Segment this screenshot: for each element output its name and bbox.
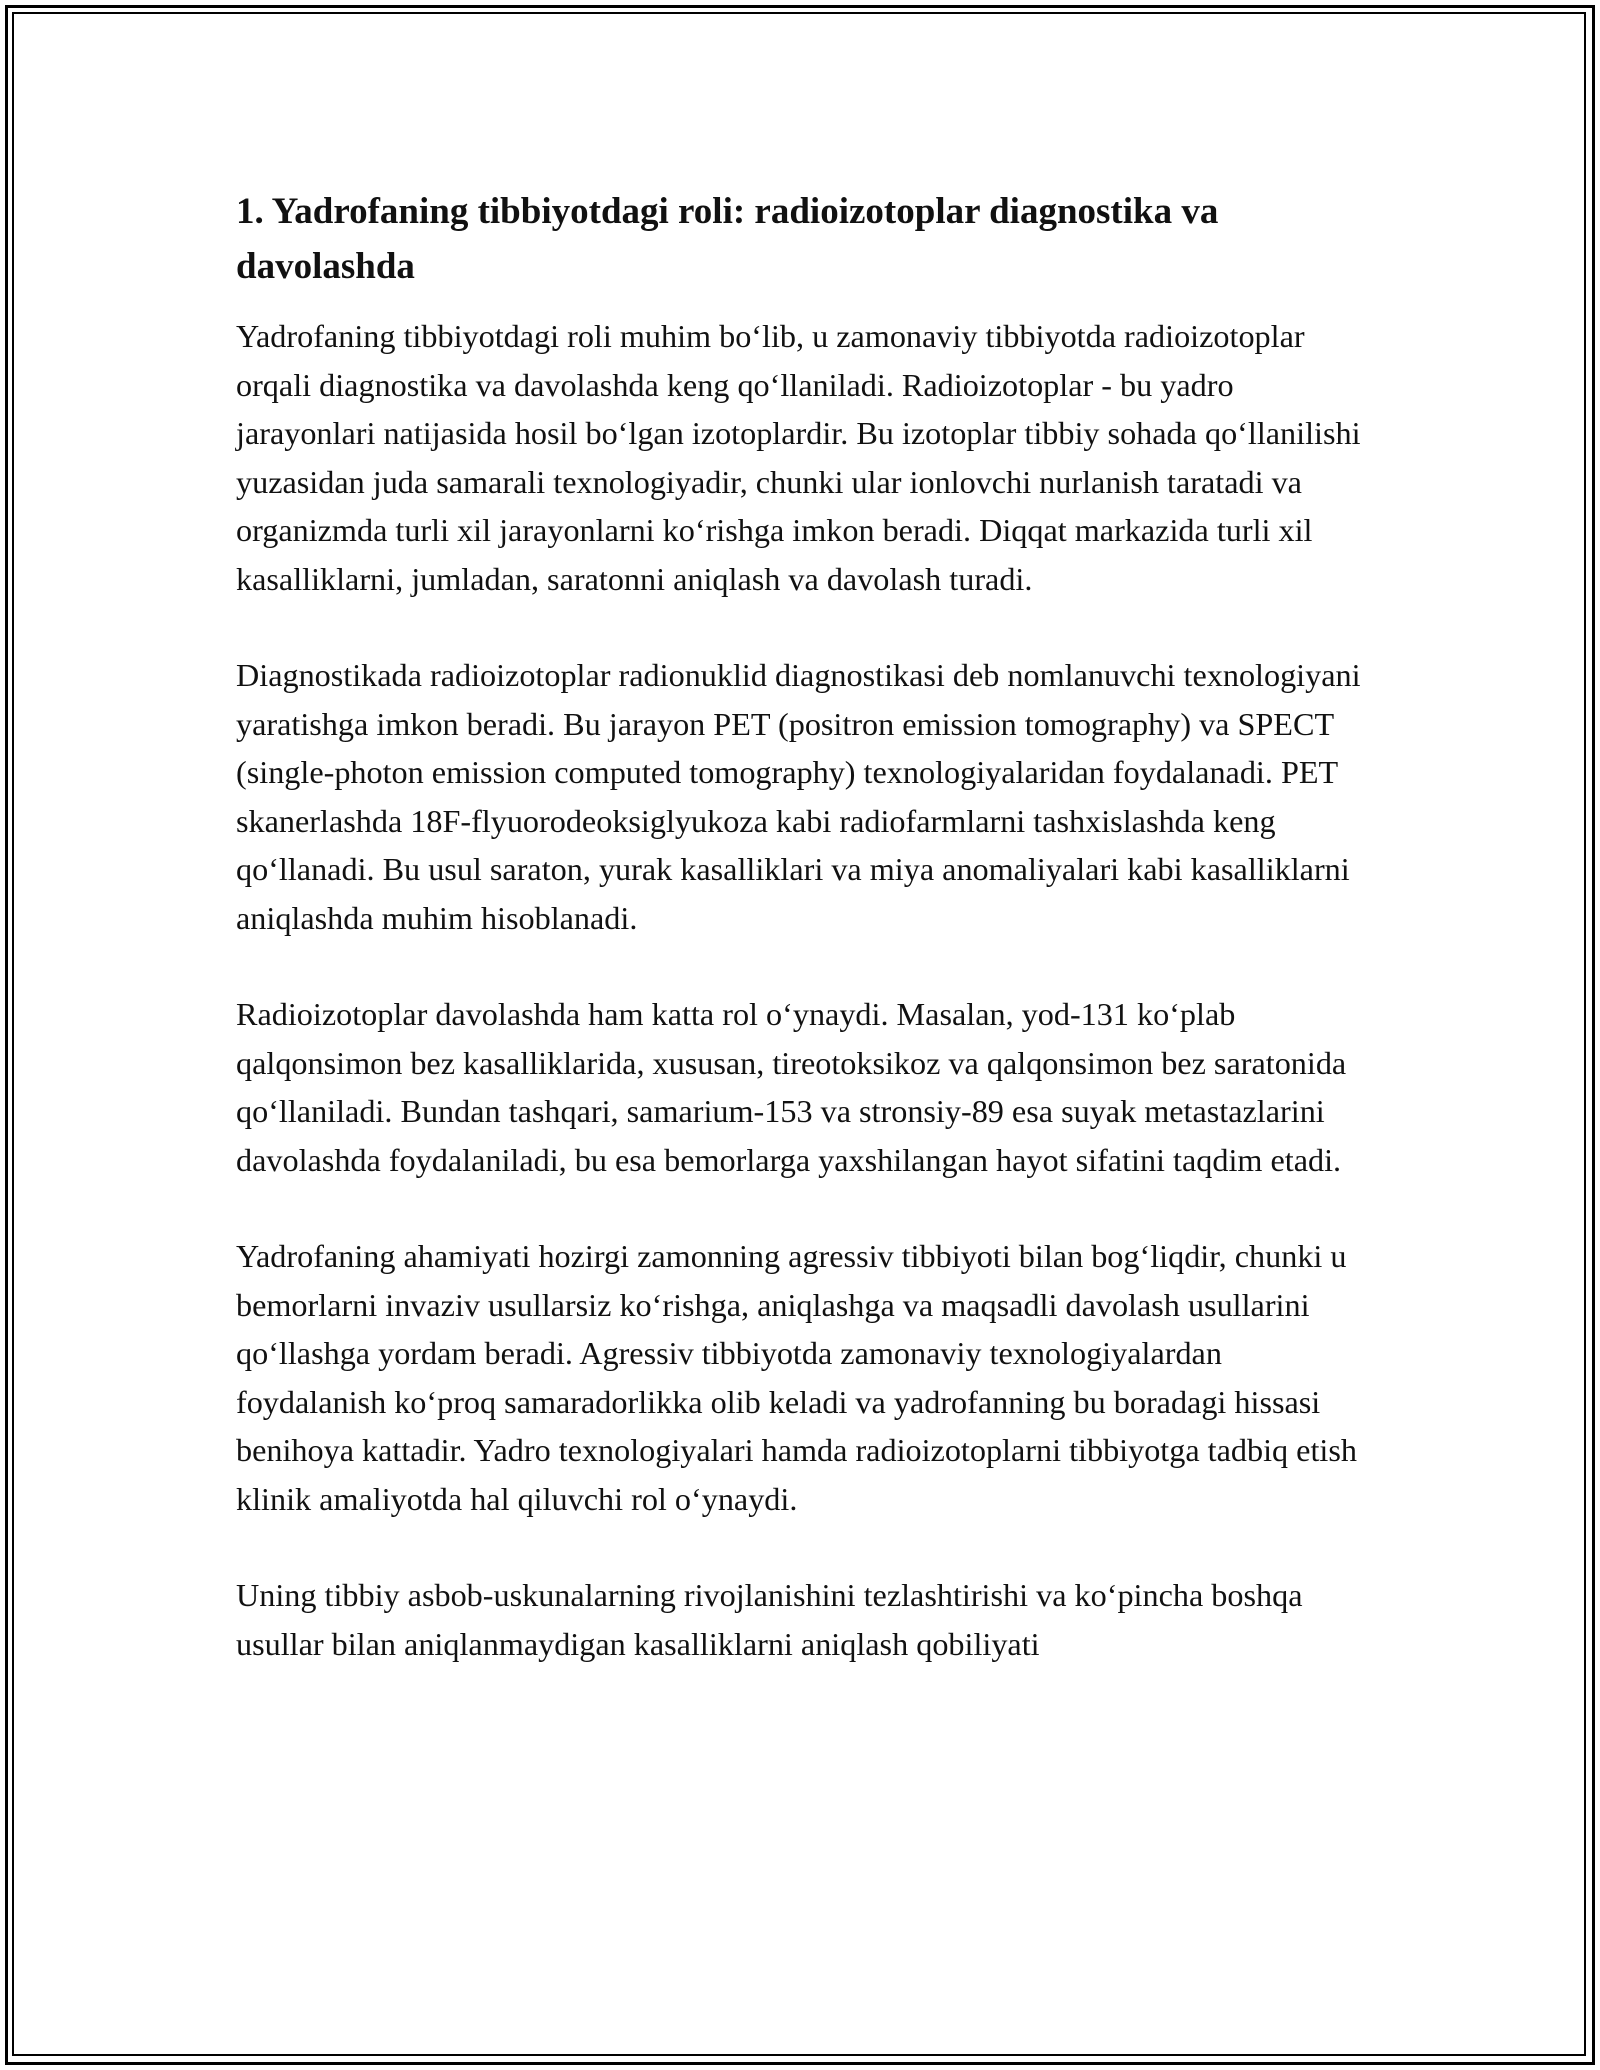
paragraph-intro: Yadrofaning tibbiyotdagi roli muhim bo‘lib, u zamonaviy tibbiyotda radioizotoplar orqali diagnostika va davolashda keng qo‘llaniladi. Radioizotoplar - bu yadro jarayonlari natijasida hosil bo‘lgan izotoplardir. Bu izotoplar tibbiy sohada qo‘llanilishi yuzasidan juda samarali texnologiyadir, chunki ular ionlovchi nurlanish taratadi va organizmda turli xil jarayonlarni ko‘rishga imkon beradi. Diqqat markazida turli xil kasalliklarni, jumladan, saratonni aniqlash va davolash turadi.: [236, 318, 1361, 597]
document-body: [236, 184, 1366, 1668]
paragraph-treatment: Radioizotoplar davolashda ham katta rol o‘ynaydi. Masalan, yod-131 ko‘plab qalqonsimon bez kasalliklarida, xususan, tireotoksikoz va qalqonsimon bez saratonida qo‘llaniladi. Bundan tashqari, samarium-153 va stronsiy-89 esa suyak metastazlarini davolashda foydalaniladi, bu esa bemorlarga yaxshilangan hayot sifatini taqdim etadi.: [236, 996, 1347, 1178]
section-title: 1. Yadrofaning tibbiyotdagi roli: radioizotoplar diagnostika va davolashda: [236, 191, 1219, 287]
paragraph-conclusion: Uning tibbiy asbob-uskunalarning rivojlanishini tezlashtirishi va ko‘pincha boshqa usullar bilan aniqlanmaydigan kasalliklarni aniqlash qobiliyati: [236, 1577, 1303, 1662]
paragraph-diagnostics: Diagnostikada radioizotoplar radionuklid diagnostikasi deb nomlanuvchi texnologiyani yaratishga imkon beradi. Bu jarayon PET (positron emission tomography) va SPECT (single-photon emission computed tomography) texnologiyalaridan foydalanadi. PET skanerlashda 18F-flyuorodeoksiglyukoza kabi radiofarmlarni tashxislashda keng qo‘llanadi. Bu usul saraton, yurak kasalliklari va miya anomaliyalari kabi kasalliklarni aniqlashda muhim hisoblanadi.: [236, 657, 1361, 936]
paragraph-importance: Yadrofaning ahamiyati hozirgi zamonning agressiv tibbiyoti bilan bog‘liqdir, chunki u bemorlarni invaziv usullarsiz ko‘rishga, aniqlashga va maqsadli davolash usullarini qo‘llashga yordam beradi. Agressiv tibbiyotda zamonaviy texnologiyalardan foydalanish ko‘proq samaradorlikka olib keladi va yadrofanning bu boradagi hissasi benihoya kattadir. Yadro texnologiyalari hamda radioizotoplarni tibbiyotga tadbiq etish klinik amaliyotda hal qiluvchi rol o‘ynaydi.: [236, 1238, 1357, 1517]
